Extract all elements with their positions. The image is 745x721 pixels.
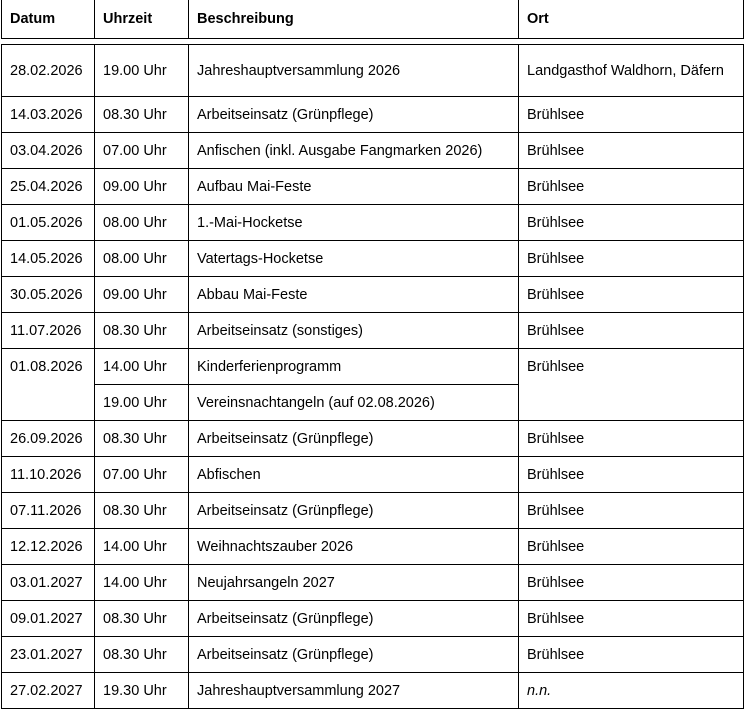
cell-description: Abbau Mai-Feste bbox=[189, 277, 519, 313]
cell-description: Arbeitseinsatz (Grünpflege) bbox=[189, 601, 519, 637]
cell-place: Brühlsee bbox=[519, 277, 744, 313]
table-row bbox=[2, 637, 744, 673]
cell-time: 19.30 Uhr bbox=[95, 673, 189, 709]
table-row bbox=[2, 277, 744, 313]
cell-date: 30.05.2026 bbox=[2, 277, 95, 313]
table-row bbox=[2, 673, 744, 709]
cell-description: 1.-Mai-Hocketse bbox=[189, 205, 519, 241]
cell-description: Neujahrsangeln 2027 bbox=[189, 565, 519, 601]
cell-date: 14.03.2026 bbox=[2, 97, 95, 133]
cell-place: Brühlsee bbox=[519, 349, 744, 421]
header-place: Ort bbox=[519, 0, 744, 39]
cell-description: Arbeitseinsatz (sonstiges) bbox=[189, 313, 519, 349]
cell-description: Arbeitseinsatz (Grünpflege) bbox=[189, 421, 519, 457]
cell-time: 09.00 Uhr bbox=[95, 169, 189, 205]
cell-time: 08.00 Uhr bbox=[95, 241, 189, 277]
cell-time: 14.00 Uhr bbox=[95, 529, 189, 565]
cell-time: 19.00 Uhr bbox=[95, 385, 189, 421]
cell-date: 09.01.2027 bbox=[2, 601, 95, 637]
cell-time: 08.00 Uhr bbox=[95, 205, 189, 241]
cell-time: 14.00 Uhr bbox=[95, 565, 189, 601]
cell-date: 03.01.2027 bbox=[2, 565, 95, 601]
cell-description: Jahreshauptversammlung 2027 bbox=[189, 673, 519, 709]
cell-place: Brühlsee bbox=[519, 421, 744, 457]
table-row bbox=[2, 457, 744, 493]
cell-place: Brühlsee bbox=[519, 493, 744, 529]
table-row bbox=[2, 97, 744, 133]
table-row bbox=[2, 601, 744, 637]
table-row bbox=[2, 45, 744, 97]
cell-date: 01.08.2026 bbox=[2, 349, 95, 421]
table-row bbox=[2, 349, 744, 385]
cell-place: Brühlsee bbox=[519, 637, 744, 673]
table-row bbox=[2, 133, 744, 169]
cell-date: 27.02.2027 bbox=[2, 673, 95, 709]
events-table bbox=[1, 0, 744, 709]
cell-time: 19.00 Uhr bbox=[95, 45, 189, 97]
cell-date: 07.11.2026 bbox=[2, 493, 95, 529]
cell-time: 07.00 Uhr bbox=[95, 133, 189, 169]
cell-place: Brühlsee bbox=[519, 601, 744, 637]
cell-time: 08.30 Uhr bbox=[95, 601, 189, 637]
header-description: Beschreibung bbox=[189, 0, 519, 39]
cell-description: Anfischen (inkl. Ausgabe Fangmarken 2026) bbox=[189, 133, 519, 169]
cell-time: 08.30 Uhr bbox=[95, 637, 189, 673]
cell-place: Brühlsee bbox=[519, 529, 744, 565]
cell-description: Arbeitseinsatz (Grünpflege) bbox=[189, 97, 519, 133]
table-row bbox=[2, 529, 744, 565]
cell-place: Brühlsee bbox=[519, 97, 744, 133]
table-row bbox=[2, 565, 744, 601]
header-row bbox=[2, 0, 744, 39]
cell-date: 26.09.2026 bbox=[2, 421, 95, 457]
cell-date: 03.04.2026 bbox=[2, 133, 95, 169]
table-row bbox=[2, 241, 744, 277]
cell-description: Arbeitseinsatz (Grünpflege) bbox=[189, 493, 519, 529]
cell-place: Brühlsee bbox=[519, 313, 744, 349]
cell-date: 11.07.2026 bbox=[2, 313, 95, 349]
cell-date: 25.04.2026 bbox=[2, 169, 95, 205]
cell-description: Arbeitseinsatz (Grünpflege) bbox=[189, 637, 519, 673]
cell-date: 12.12.2026 bbox=[2, 529, 95, 565]
cell-time: 08.30 Uhr bbox=[95, 493, 189, 529]
cell-description: Aufbau Mai-Feste bbox=[189, 169, 519, 205]
table-row bbox=[2, 313, 744, 349]
cell-description: Jahreshauptversammlung 2026 bbox=[189, 45, 519, 97]
cell-place: Brühlsee bbox=[519, 457, 744, 493]
cell-time: 07.00 Uhr bbox=[95, 457, 189, 493]
cell-date: 01.05.2026 bbox=[2, 205, 95, 241]
cell-date: 14.05.2026 bbox=[2, 241, 95, 277]
cell-description: Weihnachtszauber 2026 bbox=[189, 529, 519, 565]
table-row bbox=[2, 421, 744, 457]
cell-description: Vereinsnachtangeln (auf 02.08.2026) bbox=[189, 385, 519, 421]
cell-date: 11.10.2026 bbox=[2, 457, 95, 493]
cell-time: 14.00 Uhr bbox=[95, 349, 189, 385]
cell-place: Brühlsee bbox=[519, 565, 744, 601]
header-date: Datum bbox=[2, 0, 95, 39]
cell-place: Brühlsee bbox=[519, 241, 744, 277]
cell-time: 08.30 Uhr bbox=[95, 421, 189, 457]
cell-place: Brühlsee bbox=[519, 205, 744, 241]
cell-description: Abfischen bbox=[189, 457, 519, 493]
cell-description: Kinderferienprogramm bbox=[189, 349, 519, 385]
cell-description: Vatertags-Hocketse bbox=[189, 241, 519, 277]
table-row bbox=[2, 169, 744, 205]
cell-place: Brühlsee bbox=[519, 133, 744, 169]
cell-place: Landgasthof Waldhorn, Däfern bbox=[519, 45, 744, 97]
cell-time: 09.00 Uhr bbox=[95, 277, 189, 313]
table-row bbox=[2, 205, 744, 241]
cell-time: 08.30 Uhr bbox=[95, 97, 189, 133]
cell-date: 23.01.2027 bbox=[2, 637, 95, 673]
cell-place: n.n. bbox=[519, 673, 744, 709]
cell-time: 08.30 Uhr bbox=[95, 313, 189, 349]
table-row bbox=[2, 493, 744, 529]
header-time: Uhrzeit bbox=[95, 0, 189, 39]
cell-place: Brühlsee bbox=[519, 169, 744, 205]
cell-date: 28.02.2026 bbox=[2, 45, 95, 97]
